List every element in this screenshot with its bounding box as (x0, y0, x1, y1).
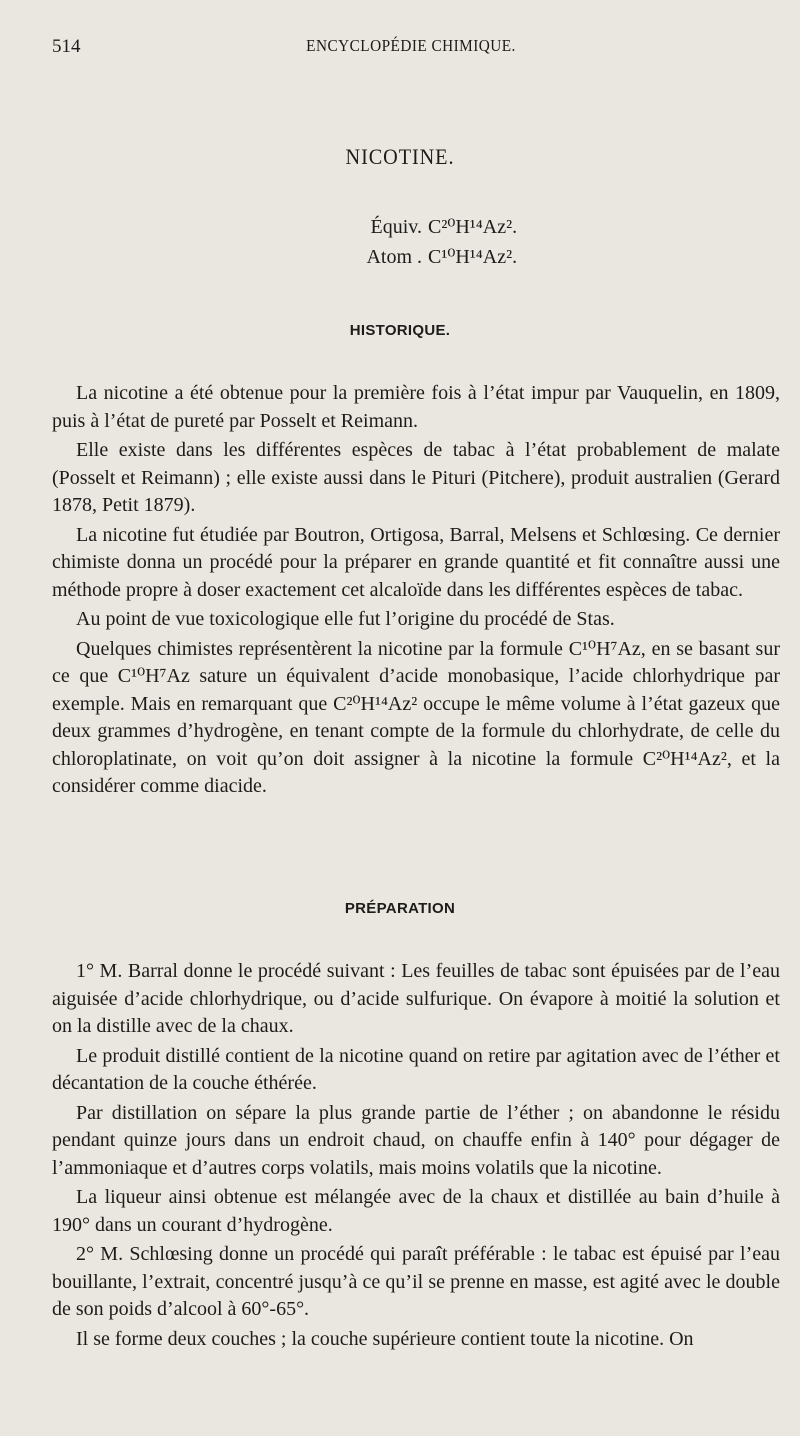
running-title: ENCYCLOPÉDIE CHIMIQUE. (306, 36, 516, 55)
formula-block (346, 212, 517, 272)
paragraph: Le produit distillé contient de la nicotine quand on retire par agitation avec de l’éther et décantation de la couche éthérée. (52, 1044, 780, 1094)
paragraph: La nicotine fut étudiée par Boutron, Ortigosa, Barral, Melsens et Schlœsing. Ce dernier chimiste donna un procédé pour la préparer en grande quantité et fit connaître aussi une méthode propre à doser exactement cet alcaloïde dans les différentes espèces de tabac. (52, 523, 780, 601)
page-header (52, 36, 770, 60)
paragraph: Au point de vue toxicologique elle fut l’origine du procédé de Stas. (76, 608, 615, 630)
equiv-row (346, 212, 517, 242)
equiv-formula: C²⁰H¹⁴Az². (428, 216, 518, 238)
article-title: NICOTINE. (345, 144, 455, 169)
paragraph: La liqueur ainsi obtenue est mélangée avec de la chaux et distillée au bain d’huile à 190° dans un courant d’hydrogène. (52, 1186, 780, 1236)
paragraph: 2° M. Schlœsing donne un procédé qui paraît préférable : le tabac est épuisé par l’eau bouillante, l’extrait, concentré jusqu’à ce qu’il se prenne en masse, est agité avec le double de son poids d’alcool à 60°-65°. (52, 1243, 780, 1320)
paragraph: Quelques chimistes représentèrent la nicotine par la formule C¹⁰H⁷Az, en se basant sur ce que C¹⁰H⁷Az sature un équivalent d’acide monobasique, l’acide chlorhydrique par exemple. Mais en remarquant que C²⁰H¹⁴Az² occupe le même volume à l’état gazeux que deux grammes d’hydrogène, en tenant compte de la formule du chlorhydrate, de celle du chloroplatinate, on voit qu’on doit assigner à la nicotine la formule C²⁰H¹⁴Az², et la considérer comme diacide. (52, 637, 780, 797)
paragraph: Par distillation on sépare la plus grande partie de l’éther ; on abandonne le résidu pendant quinze jours dans un endroit chaud, on chauffe enfin à 140° pour dégager de l’ammoniaque et d’autres corps volatils, mais moins volatils que la nicotine. (52, 1101, 780, 1179)
preparation-heading: PRÉPARATION (344, 900, 456, 917)
equiv-label: Équiv. (370, 216, 422, 238)
paragraph: Il se forme deux couches ; la couche supérieure contient toute la nicotine. On (76, 1327, 694, 1350)
paragraph: 1° M. Barral donne le procédé suivant : Les feuilles de tabac sont épuisées par de l’eau aiguisée d’acide chlorhydrique, ou d’acide sulfurique. On évapore à moitié la solution et on la distille avec de la chaux. (52, 960, 780, 1037)
page-number: 514 (52, 36, 81, 57)
historique-heading: HISTORIQUE. (349, 322, 451, 339)
atom-formula: C¹⁰H¹⁴Az². (428, 246, 518, 268)
atom-row (346, 242, 517, 272)
paragraph: Elle existe dans les différentes espèces de tabac à l’état probablement de malate (Posselt et Reimann) ; elle existe aussi dans le Pituri (Pitchere), produit australien (Gerard 1878, Petit 1879). (52, 439, 780, 516)
preparation-text (52, 958, 780, 1353)
paragraph: La nicotine a été obtenue pour la première fois à l’état impur par Vauquelin, en 1809, puis à l’état de pureté par Posselt et Reimann. (52, 382, 780, 432)
historique-text (52, 380, 780, 801)
atom-label: Atom . (366, 246, 422, 268)
